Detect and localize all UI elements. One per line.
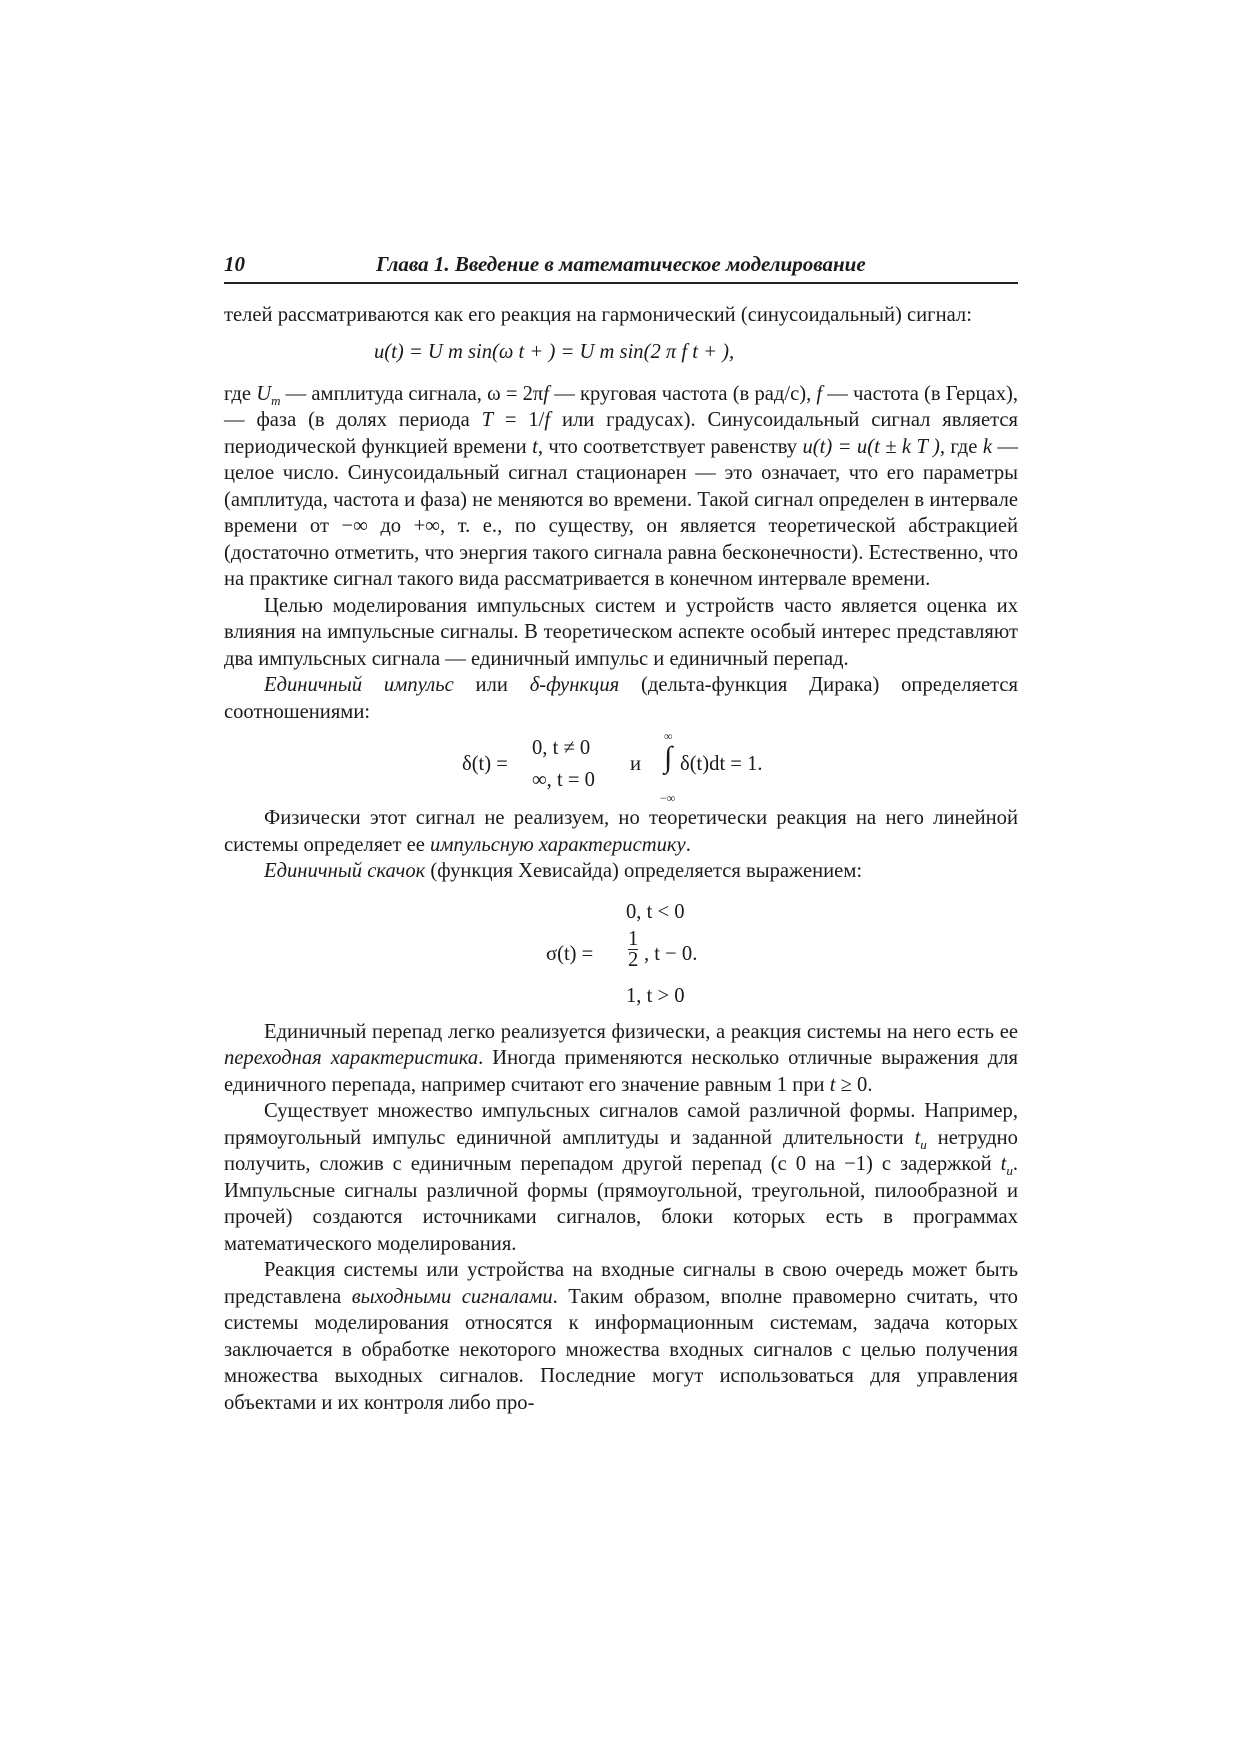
delta-case-1: 0, t ≠ 0 bbox=[532, 737, 591, 759]
fraction-denominator: 2 bbox=[628, 948, 639, 971]
paragraph-8: Существует множество импульсных сигналов самой различной формы. Например, прямоугольный импульс единичной амплитуды и заданной длительности $t_u$ нетрудно получить, сложив с единичным перепадом другой перепад (с 0 на −1) с задержкой $t_u$. Импульсные сигналы различной формы (прямоугольной, треугольной, пилообразной и прочей) создаются источниками сигналов, блоки которых есть в программах математического моделирования. bbox=[224, 1100, 1018, 1255]
paragraph-9: Реакция системы или устройства на входные сигналы в свою очередь может быть представлена выходными сигналами. Таким образом, вполне правомерно считать, что системы моделирования относятся к информационным системам, задача которых заключается в обработке некоторого множества входных сигналов с целью получения множества выходных сигналов. Последние могут использоваться для управления объектами и их контроля либо про- bbox=[224, 1259, 1018, 1414]
sigma-lhs: σ(t) = bbox=[546, 942, 594, 965]
sigma-case-1: 0, t < 0 bbox=[626, 900, 685, 923]
integral-upper-limit: ∞ bbox=[664, 729, 673, 743]
page-number: 10 bbox=[224, 252, 245, 276]
paragraph-7: Единичный перепад легко реализуется физически, а реакция системы на него есть ее переходная характеристика. Иногда применяются несколько отличные выражения для единичного перепада, например считают его значение равным 1 при t ≥ 0. bbox=[224, 1020, 1018, 1096]
integral-sign: ∫ bbox=[664, 741, 673, 774]
fraction-numerator: 1 bbox=[628, 927, 639, 950]
chapter-title: Глава 1. Введение в математическое моделирование bbox=[376, 252, 866, 276]
paragraph-3: Целью моделирования импульсных систем и устройств часто является оценка их влияния на импульсные сигналы. В теоретическом аспекте особый интерес представляют два импульсных сигнала — единичный импульс и единичный перепад. bbox=[224, 594, 1018, 670]
integral-lower-limit: −∞ bbox=[660, 791, 676, 805]
running-header bbox=[224, 252, 1018, 284]
paragraph-6: Единичный скачок (функция Хевисайда) определяется выражением: bbox=[264, 860, 863, 882]
formula-harmonic-text: u(t) = U m sin(ω t + ) = U m sin(2 π f t + ), bbox=[374, 340, 735, 363]
paragraph-5: Физически этот сигнал не реализуем, но теоретически реакция на него линейной системы определяет ее импульсную характеристику. bbox=[224, 807, 1018, 856]
paragraph-4: Единичный импульс или δ-функция (дельта-функция Дирака) определяется соотношениями: bbox=[224, 674, 1018, 723]
formula-delta bbox=[224, 727, 1018, 805]
sigma-fraction bbox=[628, 929, 638, 970]
formula-harmonic bbox=[224, 329, 1018, 381]
paragraph-1: телей рассматриваются как его реакция на гармонический (синусоидальный) сигнал: bbox=[224, 304, 972, 326]
delta-lhs: δ(t) = bbox=[462, 753, 508, 775]
formula-sigma bbox=[224, 889, 1018, 1019]
delta-and: и bbox=[630, 753, 642, 775]
sigma-case-2: , t − 0. bbox=[644, 942, 698, 965]
sigma-case-3: 1, t > 0 bbox=[626, 984, 685, 1007]
delta-case-2: ∞, t = 0 bbox=[532, 769, 595, 791]
integral-body: δ(t)dt = 1. bbox=[680, 753, 763, 775]
paragraph-2: где $U_m$ — амплитуда сигнала, ω = 2πf — круговая частота (в рад/с), f — частота (в Герцах), — фаза (в долях периода T = 1/f или градусах). Синусоидальный сигнал является периодической функцией времени t, что соответствует равенству u(t) = u(t ± k T ), где k — целое число. Синусоидальный сигнал стационарен — это означает, что его параметры (амплитуда, частота и фаза) не меняются во времени. Такой сигнал определен в интервале времени от −∞ до +∞, т. е., по существу, он является теоретической абстракцией (достаточно отметить, что энергия такого сигнала равна бесконечности). Естественно, что на практике сигнал такого вида рассматривается в конечном интервале времени. bbox=[224, 382, 1019, 590]
page-body bbox=[224, 302, 1018, 1416]
